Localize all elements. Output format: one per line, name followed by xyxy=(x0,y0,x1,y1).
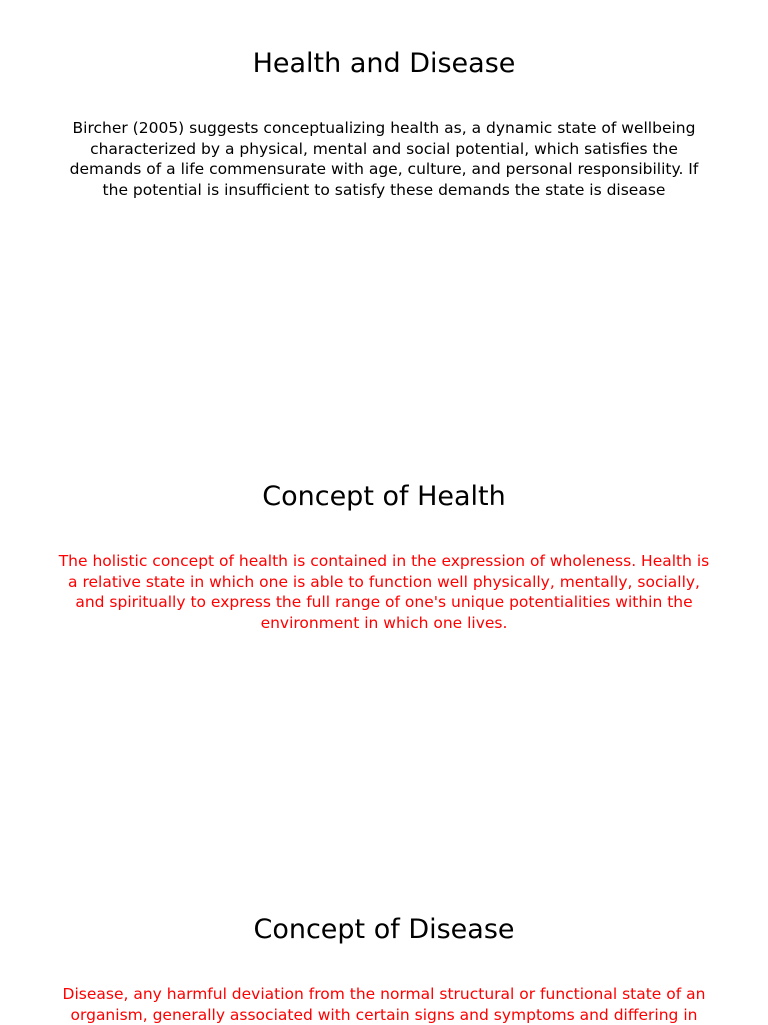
slide-body-text: Bircher (2005) suggests conceptualizing health as, a dynamic state of wellbeing characterized by a physical, mental and social potential, which satisfies the demands of a life commensurate with age, culture, and personal responsibility. If the potential is insufficient to satisfy these demands the state is disease xyxy=(69,119,699,199)
slide-title: Concept of Disease xyxy=(253,914,515,945)
slide-body-text: The holistic concept of health is contained in the expression of wholeness. Health is a relative state in which one is able to function well physically, mentally, socially, and spiritually to express the full range of one's unique potentialities within the environment in which one lives. xyxy=(58,552,710,632)
slide-title: Concept of Health xyxy=(262,481,506,512)
slide-title: Health and Disease xyxy=(252,48,516,79)
slide-body-text: Disease, any harmful deviation from the normal structural or functional state of an organism, generally associated with certain signs and symptoms and differing in xyxy=(62,985,706,1024)
